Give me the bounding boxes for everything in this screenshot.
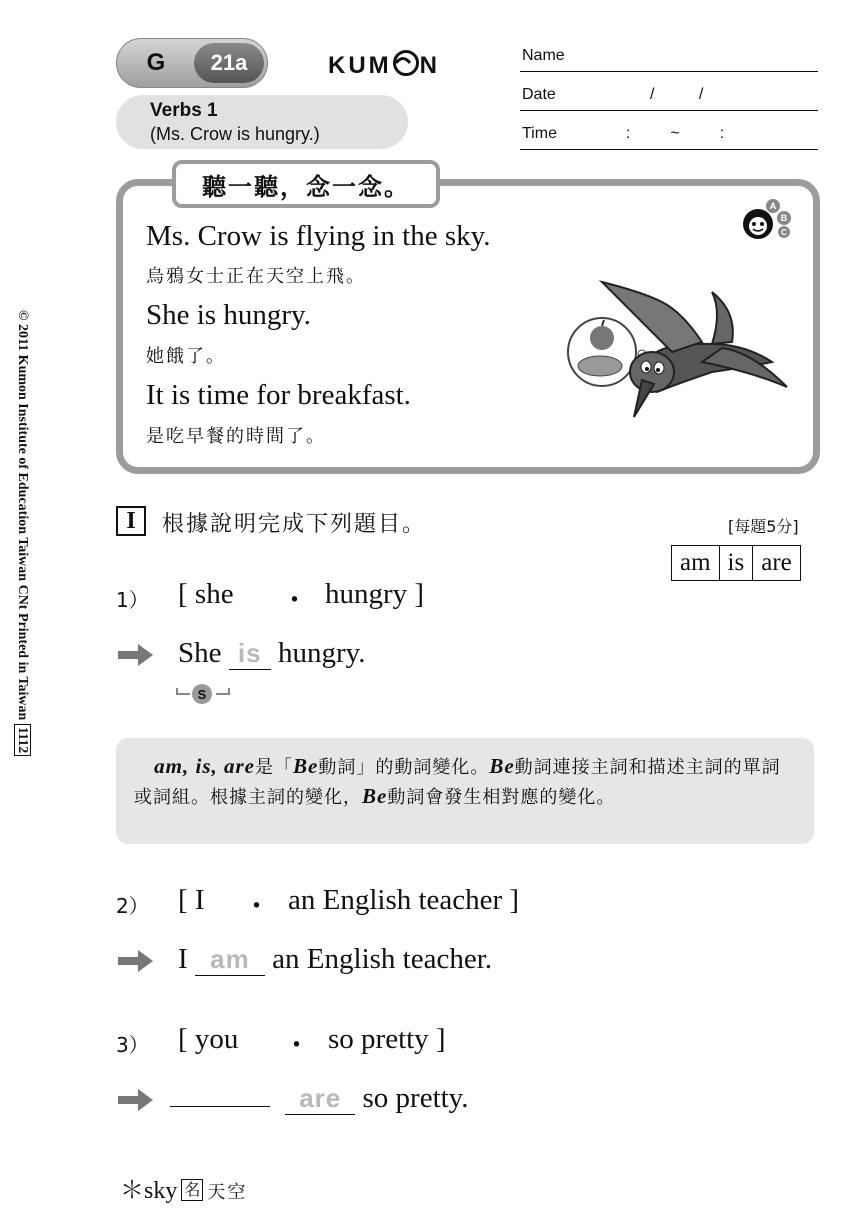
copyright-text: © 2011 Kumon Institute of Education Taiwan CNt Printed in Taiwan [15, 310, 30, 721]
reading-line-2-en: She is hungry. [146, 299, 311, 331]
date-field[interactable] [520, 72, 818, 111]
lesson-title: Verbs 1 [150, 100, 218, 121]
answer-2-pre: I [178, 943, 188, 975]
reading-line-1-zh: 烏鴉女士正在天空上飛。 [146, 266, 366, 287]
question-3-number: 3） [116, 1033, 149, 1057]
choice-are: are [761, 549, 792, 576]
copyright-sidebar [6, 310, 40, 830]
name-field[interactable] [520, 33, 818, 72]
reading-line-2-zh: 她餓了。 [146, 346, 226, 367]
answer-1-pre: She [178, 637, 222, 669]
abc-letter-b: B [780, 213, 788, 223]
note-words: am, is, are [154, 754, 256, 778]
note-be-2: Be [489, 754, 515, 778]
answer-3-line [170, 1082, 469, 1115]
note-be-3: Be [362, 784, 388, 808]
grammar-note-text [134, 752, 798, 812]
word-choices [671, 545, 801, 581]
arrow-icon [118, 1087, 154, 1113]
arrow-icon [118, 948, 154, 974]
section-instruction: 根據說明完成下列題目。 [162, 512, 427, 537]
level-badge [116, 38, 268, 88]
note-text-4: 動詞會發生相對應的變化。 [387, 787, 616, 808]
abc-letter-a: A [769, 201, 777, 211]
reading-line-3-en: It is time for breakfast. [146, 379, 411, 411]
note-text-1: 是「 [255, 757, 294, 778]
arrow-icon [118, 642, 154, 668]
sheet-code: 1112 [14, 724, 31, 756]
audio-abc-icon[interactable] [738, 196, 798, 244]
answer-3-blank[interactable]: are [285, 1083, 355, 1115]
time-field[interactable] [520, 111, 818, 150]
reading-tab: 聽一聽，念一念。 [172, 160, 440, 208]
question-2-dot: ・ [242, 891, 272, 923]
kumon-logo: KUM N [328, 52, 440, 79]
section-number: I [116, 506, 146, 536]
sheet-number: 21a [194, 43, 264, 83]
answer-3-post: so pretty. [362, 1082, 469, 1114]
answer-2-blank[interactable]: am [195, 944, 265, 976]
question-1-number: 1） [116, 588, 149, 612]
answer-2-post: an English teacher. [272, 943, 493, 975]
level-letter: G [146, 49, 166, 76]
date-label: Date [522, 86, 556, 103]
vocabulary-gloss [120, 1170, 247, 1205]
reading-line-1-en: Ms. Crow is flying in the sky. [146, 220, 491, 252]
subject-marker [176, 684, 230, 704]
question-3-subject: [ you [178, 1023, 239, 1055]
choice-am: am [672, 546, 720, 580]
answer-1-line [178, 637, 366, 670]
note-text-2: 動詞」的動詞變化。 [318, 757, 490, 778]
question-1-dot: ・ [280, 585, 310, 617]
time-label: Time [522, 125, 557, 142]
time-value: : ~ : [626, 125, 725, 142]
reading-line-3-zh: 是吃早餐的時間了。 [146, 426, 326, 447]
gloss-meaning: 天空 [207, 1182, 248, 1203]
subject-marker-label: S [192, 684, 212, 704]
question-3-predicate: so pretty ] [328, 1023, 446, 1055]
note-text-3: 動詞連接主詞和描述主詞的單詞或詞組。根據主詞的變化， [134, 757, 781, 808]
choice-is: is [720, 546, 754, 580]
name-label: Name [522, 47, 565, 64]
question-2-number: 2） [116, 894, 149, 918]
answer-2-line [178, 943, 492, 976]
note-be-1: Be [293, 754, 319, 778]
crow-illustration [562, 272, 792, 428]
question-2-subject: [ I [178, 884, 205, 916]
question-1-subject: [ she [178, 578, 234, 610]
gloss-star: ＊ [120, 1178, 144, 1204]
question-3-dot: ・ [282, 1030, 312, 1062]
question-2-predicate: an English teacher ] [288, 884, 520, 916]
gloss-word: sky [144, 1178, 178, 1204]
lesson-subtitle: (Ms. Crow is hungry.) [150, 124, 320, 144]
points-label: [每題5分] [728, 517, 799, 536]
answer-1-blank[interactable]: is [229, 638, 271, 670]
abc-letter-c: C [781, 228, 787, 237]
answer-3-subject-blank[interactable] [170, 1106, 270, 1107]
answer-1-post: hungry. [278, 637, 366, 669]
question-1-predicate: hungry ] [325, 578, 425, 610]
date-value: / / [650, 86, 704, 103]
gloss-pos: 名 [181, 1179, 203, 1201]
